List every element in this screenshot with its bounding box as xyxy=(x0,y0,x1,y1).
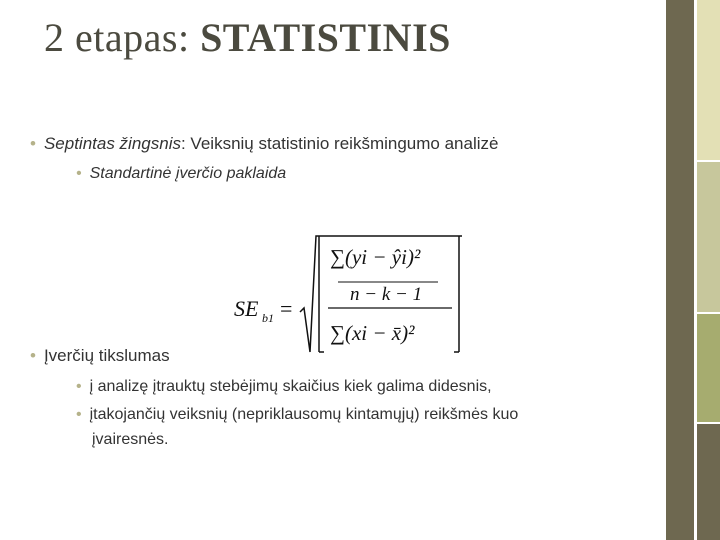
bullet-step xyxy=(30,134,498,154)
title-prefix: 2 etapas: xyxy=(44,15,201,60)
title-main: STATISTINIS xyxy=(200,15,451,60)
step-text: : Veiksnių statistinio reikšmingumo analizė xyxy=(180,134,499,153)
bullet-dot: • xyxy=(76,165,82,182)
bullet-dot: • xyxy=(76,406,82,423)
bullet-accuracy xyxy=(30,346,170,366)
accuracy-item-1 xyxy=(76,378,492,396)
bullet-sub-item xyxy=(76,165,286,183)
bullet-dot: • xyxy=(30,134,36,153)
color-strip-segment-olive xyxy=(697,314,720,422)
page-title xyxy=(44,14,451,61)
color-strip-segment-dark xyxy=(697,424,720,540)
formula-graphic xyxy=(230,228,470,358)
color-strip-segment-mid xyxy=(697,162,720,312)
color-strip-segment-light xyxy=(697,0,720,160)
accuracy-item-text: įvairesnės. xyxy=(92,431,169,448)
formula-equals: = xyxy=(280,296,293,321)
decorative-sidebar-bar xyxy=(666,0,694,540)
standard-error-formula xyxy=(230,228,470,358)
numerator-sum: ∑(yi − ŷi)² xyxy=(330,245,421,269)
step-label: Septintas žingsnis xyxy=(43,134,181,153)
formula-lhs: SE xyxy=(234,296,259,321)
accuracy-text: Įverčių tikslumas xyxy=(43,346,170,365)
numerator-denominator: n − k − 1 xyxy=(350,284,423,305)
sub-item-text: Standartinė įverčio paklaida xyxy=(89,165,287,182)
accuracy-item-2 xyxy=(76,406,518,424)
accuracy-item-text: į analizę įtrauktų stebėjimų skaičius kiek galima didesnis, xyxy=(89,378,492,395)
formula-lhs-subscript: b1 xyxy=(262,311,274,325)
decorative-color-strip xyxy=(697,0,720,540)
bullet-dot: • xyxy=(76,378,82,395)
accuracy-item-text: įtakojančių veiksnių (nepriklausomų kintamųjų) reikšmės kuo xyxy=(89,406,519,423)
accuracy-item-2-continued xyxy=(92,431,168,449)
denominator-sum: ∑(xi − x̄)² xyxy=(330,321,415,345)
bullet-dot: • xyxy=(30,346,36,365)
